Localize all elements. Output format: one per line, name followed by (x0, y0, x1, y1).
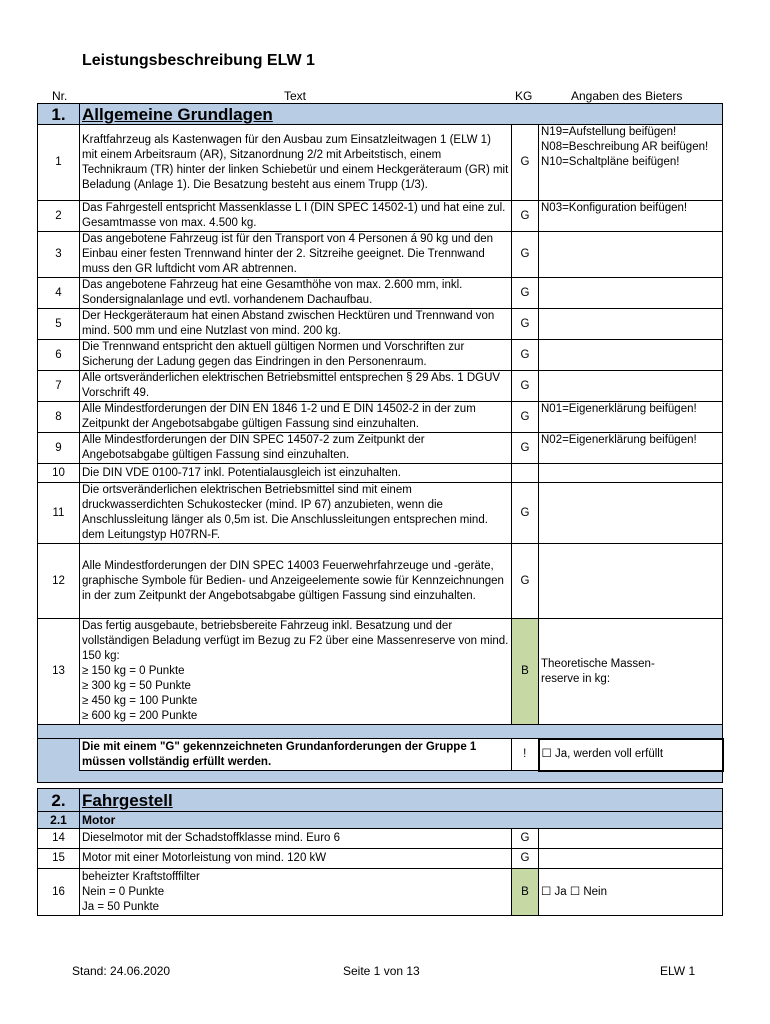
row-kg: G (512, 849, 539, 869)
row-number: 8 (38, 402, 80, 433)
row-text: Die DIN VDE 0100-717 inkl. Potentialausgleich ist einzuhalten. (80, 464, 512, 483)
row-kg: G (512, 125, 539, 201)
section-number: 1. (38, 104, 80, 125)
row-kg: G (512, 309, 539, 340)
document-title: Leistungsbeschreibung ELW 1 (82, 52, 315, 69)
row-number: 4 (38, 278, 80, 309)
table-row (38, 278, 723, 309)
row-text: Das Fahrgestell entspricht Massenklasse L I (DIN SPEC 14502-1) und hat eine zul. Gesamtmasse von max. 4.500 kg. (80, 201, 512, 232)
row-number: 1 (38, 125, 80, 201)
row-text: Kraftfahrzeug als Kastenwagen für den Ausbau zum Einsatzleitwagen 1 (ELW 1) mit einem Arbeitsraum (AR), Sitzanordnung 2/2 mit Arbeitstisch, einem Technikraum (TR) hinter der linken Schiebetür und einem Heckgeräteraum (GR) mit Beladung (Anlage 1). Die Besatzung besteht aus einem Trupp (1/3). (80, 125, 512, 201)
row-number: 12 (38, 544, 80, 619)
section-title: Allgemeine Grundlagen (80, 104, 723, 125)
row-text: Der Heckgeräteraum hat einen Abstand zwischen Hecktüren und Trennwand von mind. 500 mm und eine Nutzlast von mind. 200 kg. (80, 309, 512, 340)
row-number: 6 (38, 340, 80, 371)
row-bieter[interactable]: Theoretische Massen- reserve in kg: (539, 619, 723, 725)
row-number: 5 (38, 309, 80, 340)
table-row (38, 201, 723, 232)
row-text: Das angebotene Fahrzeug hat eine Gesamthöhe von max. 2.600 mm, inkl. Sondersignalanlage und evtl. vorhandenem Dachaufbau. (80, 278, 512, 309)
row-bieter[interactable]: N19=Aufstellung beifügen! N08=Beschreibung AR beifügen! N10=Schaltpläne beifügen! (539, 125, 723, 201)
row-bieter[interactable]: N02=Eigenerklärung beifügen! (539, 433, 723, 464)
table-row (38, 619, 723, 725)
footer-stand: Stand: 24.06.2020 (72, 964, 171, 978)
subsection-title: Motor (80, 812, 723, 829)
header-nr: Nr. (52, 89, 68, 103)
row-text: Alle Mindestforderungen der DIN SPEC 14003 Feuerwehrfahrzeuge und -geräte, graphische Symbole für Bedien- und Anzeigeelemente sowie für Kennzeichnungen in der zum Zeitpunkt der Angebotsabgabe gültigen Fassung sind einzuhalten. (80, 544, 512, 619)
table-row (38, 433, 723, 464)
row-bieter[interactable] (539, 483, 723, 544)
header-text: Text (284, 89, 307, 103)
row-kg: B (512, 619, 539, 725)
note-row (38, 739, 723, 771)
row-kg: G (512, 371, 539, 402)
row-kg: G (512, 232, 539, 278)
table-row (38, 829, 723, 849)
row-bieter[interactable]: N01=Eigenerklärung beifügen! (539, 402, 723, 433)
section-number: 2. (38, 789, 80, 812)
row-kg: G (512, 483, 539, 544)
row-number: 14 (38, 829, 80, 849)
row-text: Dieselmotor mit der Schadstoffklasse mind. Euro 6 (80, 829, 512, 849)
row-kg (512, 464, 539, 483)
row-kg: G (512, 544, 539, 619)
header-bieter: Angaben des Bieters (571, 89, 683, 103)
row-bieter[interactable] (539, 829, 723, 849)
row-text: Die ortsveränderlichen elektrischen Betriebsmittel sind mit einem druckwasserdichten Schukostecker (mind. IP 67) anzubieten, wenn die Anschlussleitung länger als 0,5m ist. Die Anschlussleitungen entsprechen mind. dem Leitungstyp H07RN-F. (80, 483, 512, 544)
requirements-table (37, 103, 724, 916)
table-row (38, 232, 723, 278)
row-number: 2 (38, 201, 80, 232)
row-kg: G (512, 340, 539, 371)
row-bieter[interactable] (539, 340, 723, 371)
row-kg: G (512, 402, 539, 433)
note-spacer (38, 725, 723, 739)
footer-code: ELW 1 (660, 964, 696, 978)
table-row (38, 340, 723, 371)
row-text: Das fertig ausgebaute, betriebsbereite Fahrzeug inkl. Besatzung und der vollständigen Beladung verfügt im Bezug zu F2 über eine Massenreserve von mind. 150 kg: ≥ 150 kg = 0 Punkte ≥ 300 kg = 50 Punkte ≥ 450 kg = 100 Punkte ≥ 600 kg = 200 Punkte (80, 619, 512, 725)
row-bieter[interactable] (539, 464, 723, 483)
footer-page: Seite 1 von 13 (343, 964, 420, 978)
row-kg: G (512, 829, 539, 849)
row-text: Motor mit einer Motorleistung von mind. 120 kW (80, 849, 512, 869)
table-row (38, 544, 723, 619)
table-row (38, 371, 723, 402)
row-bieter[interactable] (539, 232, 723, 278)
subsection-number: 2.1 (38, 812, 80, 829)
row-text: Das angebotene Fahrzeug ist für den Transport von 4 Personen á 90 kg und den Einbau einer festen Trennwand hinter der 2. Sitzreihe geeignet. Die Trennwand muss den GR luftdicht vom AR abtrennen. (80, 232, 512, 278)
checkbox-ja-nein[interactable]: ☐ Ja ☐ Nein (539, 869, 723, 916)
header-kg: KG (515, 89, 533, 103)
row-bieter[interactable] (539, 544, 723, 619)
section-title: Fahrgestell (80, 789, 723, 812)
row-text: Alle Mindestforderungen der DIN SPEC 14507-2 zum Zeitpunkt der Angebotsabgabe gültigen Fassung sind einzuhalten. (80, 433, 512, 464)
row-number: 10 (38, 464, 80, 483)
table-row (38, 309, 723, 340)
row-kg: G (512, 278, 539, 309)
checkbox-ja-voll-erfuellt[interactable]: ☐ Ja, werden voll erfüllt (539, 739, 723, 771)
row-number: 11 (38, 483, 80, 544)
section-header (38, 104, 723, 125)
note-text: Die mit einem "G" gekennzeichneten Grundanforderungen der Gruppe 1 müssen vollständig erfüllt werden. (80, 739, 512, 771)
row-number: 7 (38, 371, 80, 402)
note-spacer-bottom (38, 771, 723, 783)
row-text: beheizter Kraftstofffilter Nein = 0 Punkte Ja = 50 Punkte (80, 869, 512, 916)
row-number: 3 (38, 232, 80, 278)
row-bieter[interactable]: N03=Konfiguration beifügen! (539, 201, 723, 232)
row-bieter[interactable] (539, 309, 723, 340)
row-number: 13 (38, 619, 80, 725)
table-row (38, 869, 723, 916)
row-bieter[interactable] (539, 371, 723, 402)
row-bieter[interactable] (539, 278, 723, 309)
table-row (38, 849, 723, 869)
row-number: 16 (38, 869, 80, 916)
row-text: Alle ortsveränderlichen elektrischen Betriebsmittel entsprechen § 29 Abs. 1 DGUV Vorschrift 49. (80, 371, 512, 402)
table-row (38, 464, 723, 483)
row-bieter[interactable] (539, 849, 723, 869)
subsection-header (38, 812, 723, 829)
table-row (38, 483, 723, 544)
table-row (38, 125, 723, 201)
table-row (38, 402, 723, 433)
row-text: Alle Mindestforderungen der DIN EN 1846 1-2 und E DIN 14502-2 in der zum Zeitpunkt der Angebotsabgabe gültigen Fassung sind einzuhalten. (80, 402, 512, 433)
section-header (38, 789, 723, 812)
row-text: Die Trennwand entspricht den aktuell gültigen Normen und Vorschriften zur Sicherung der Ladung gegen das Eindringen in den Personenraum. (80, 340, 512, 371)
row-kg: G (512, 201, 539, 232)
row-kg: B (512, 869, 539, 916)
row-number: 9 (38, 433, 80, 464)
note-mark: ! (512, 739, 539, 771)
row-kg: G (512, 433, 539, 464)
row-number: 15 (38, 849, 80, 869)
